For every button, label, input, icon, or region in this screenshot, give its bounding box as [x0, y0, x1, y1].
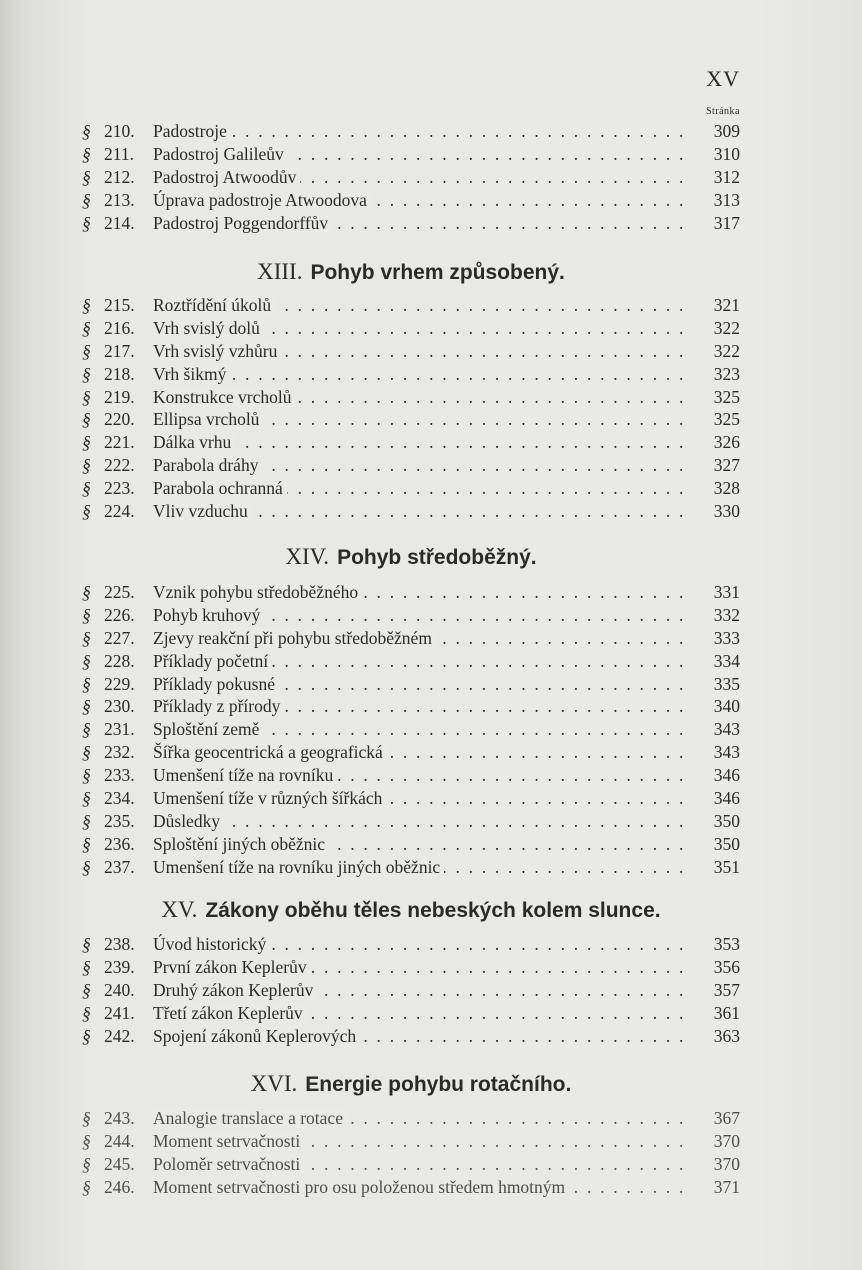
chapter-section [82, 252, 740, 523]
entry-title: Příklady pokusné [153, 674, 279, 694]
entry-leader [153, 317, 688, 340]
chapter-heading [82, 890, 740, 930]
toc-entry [82, 143, 740, 166]
entry-number: 239. [104, 956, 135, 977]
chapter-section [82, 537, 740, 879]
entry-page: 323 [713, 363, 740, 384]
toc-entry [82, 787, 740, 810]
entry-leader [153, 933, 688, 956]
entry-leader [153, 718, 688, 741]
entry-title: Ellipsa vrcholů [153, 409, 263, 429]
toc-entry [82, 166, 740, 189]
entry-list [82, 294, 740, 523]
toc-entry [82, 189, 740, 212]
toc-entry [82, 673, 740, 696]
toc-entry [82, 650, 740, 673]
section-symbol: § [82, 121, 91, 141]
entry-leader [153, 363, 688, 386]
section-symbol: § [82, 833, 91, 854]
toc-entry [82, 627, 740, 650]
toc-entry [82, 1002, 740, 1025]
section-symbol: § [82, 409, 91, 430]
toc-entry [82, 1025, 740, 1048]
entry-page: 370 [713, 1153, 740, 1174]
section-symbol: § [82, 386, 91, 407]
entry-number: 230. [104, 696, 135, 717]
entry-title: Moment setrvačnosti pro osu položenou středem hmotným [153, 1177, 569, 1197]
toc-entry [82, 718, 740, 741]
entry-leader [153, 189, 688, 212]
entry-title: Vrh svislý vzhůru [153, 341, 281, 361]
entry-title: Dálka vrhu [153, 432, 235, 452]
entry-title: Parabola dráhy [153, 455, 262, 475]
chapter-section [82, 1064, 740, 1199]
entry-leader [153, 741, 688, 764]
entry-leader [153, 787, 688, 810]
section-symbol: § [82, 582, 91, 602]
entry-page: 343 [713, 719, 740, 740]
section-symbol: § [82, 979, 91, 1000]
entry-leader [153, 650, 688, 673]
entry-page: 346 [713, 788, 740, 809]
entry-number: 211. [104, 143, 134, 164]
entry-number: 238. [104, 934, 135, 954]
entry-title: Vliv vzduchu [153, 501, 252, 521]
entry-leader [153, 408, 688, 431]
toc-entry [82, 581, 740, 604]
chapter-number: XIV. [285, 544, 330, 569]
section-symbol: § [82, 455, 91, 476]
toc-entry [82, 979, 740, 1002]
entry-page: 328 [713, 478, 740, 499]
entry-number: 232. [104, 742, 135, 763]
toc-entry [82, 956, 740, 979]
chapter-section [82, 120, 740, 234]
entry-title: Příklady početní [153, 651, 272, 671]
entry-leader [153, 956, 688, 979]
chapter-heading [82, 1064, 740, 1104]
entry-number: 213. [104, 189, 135, 210]
toc-entry [82, 477, 740, 500]
entry-page: 335 [713, 673, 740, 694]
toc-entry [82, 764, 740, 787]
entry-list [82, 581, 740, 879]
entry-title: Sploštění jiných oběžnic [153, 834, 329, 854]
entry-title: Vznik pohybu středoběžného [153, 582, 362, 602]
section-symbol: § [82, 340, 91, 361]
toc-entry [82, 431, 740, 454]
entry-number: 240. [104, 979, 135, 1000]
entry-title: Úvod historický [153, 934, 270, 954]
toc-entry [82, 386, 740, 409]
entry-number: 224. [104, 501, 135, 522]
entry-leader [153, 604, 688, 627]
entry-number: 215. [104, 295, 135, 315]
section-symbol: § [82, 143, 91, 164]
entry-title: Padostroje [153, 121, 231, 141]
entry-page: 367 [713, 1108, 740, 1128]
entry-page: 370 [713, 1130, 740, 1151]
section-symbol: § [82, 1176, 91, 1197]
toc-entry [82, 604, 740, 627]
entry-page: 322 [713, 340, 740, 361]
entry-title: Umenšení tíže na rovníku jiných oběžnic [153, 857, 444, 877]
section-symbol: § [82, 1130, 91, 1151]
entry-page: 340 [713, 696, 740, 717]
entry-number: 235. [104, 810, 135, 831]
entry-leader [153, 120, 688, 143]
entry-page: 310 [713, 143, 740, 164]
entry-title: Konstrukce vrcholů [153, 387, 296, 407]
toc-entry [82, 317, 740, 340]
entry-title: Úprava padostroje Atwoodova [153, 190, 371, 210]
section-symbol: § [82, 650, 91, 671]
entry-page: 332 [713, 604, 740, 625]
toc-entry [82, 1153, 740, 1176]
section-symbol: § [82, 604, 91, 625]
section-symbol: § [82, 1108, 91, 1128]
entry-number: 219. [104, 386, 135, 407]
entry-page: 313 [713, 189, 740, 210]
entry-page: 326 [713, 432, 740, 453]
entry-number: 212. [104, 166, 135, 187]
entry-leader [153, 1107, 688, 1130]
entry-leader [153, 294, 688, 317]
entry-number: 246. [104, 1176, 135, 1197]
entry-leader [153, 673, 688, 696]
toc-entry [82, 856, 740, 879]
entry-title: Vrh svislý dolů [153, 318, 264, 338]
entry-leader [153, 212, 688, 235]
chapter-number: XV. [161, 897, 198, 922]
chapter-title: Pohyb středoběžný. [337, 546, 537, 569]
entry-number: 222. [104, 455, 135, 476]
entry-leader [153, 627, 688, 650]
entry-title: Třetí zákon Keplerův [153, 1003, 307, 1023]
entry-number: 229. [104, 673, 135, 694]
toc-entry [82, 1130, 740, 1153]
toc-entry [82, 810, 740, 833]
entry-number: 243. [104, 1108, 135, 1128]
entry-page: 331 [713, 582, 740, 602]
entry-page: 321 [713, 295, 740, 315]
entry-leader [153, 979, 688, 1002]
entry-leader [153, 454, 688, 477]
entry-page: 357 [713, 979, 740, 1000]
entry-number: 225. [104, 582, 135, 602]
entry-leader [153, 386, 688, 409]
entry-title: Umenšení tíže na rovníku [153, 765, 337, 785]
entry-page: 317 [713, 212, 740, 233]
section-symbol: § [82, 212, 91, 233]
entry-page: 312 [713, 166, 740, 187]
entry-title: Šířka geocentrická a geografická [153, 742, 387, 762]
entry-number: 227. [104, 627, 135, 648]
chapter-section [82, 890, 740, 1047]
section-symbol: § [82, 719, 91, 740]
chapter-heading [82, 252, 740, 292]
entry-title: Roztřídění úkolů [153, 295, 275, 315]
entry-leader [153, 1025, 688, 1048]
entry-title: Druhý zákon Keplerův [153, 980, 317, 1000]
entry-number: 244. [104, 1130, 135, 1151]
toc-entry [82, 1107, 740, 1130]
entry-number: 217. [104, 340, 135, 361]
section-symbol: § [82, 1153, 91, 1174]
section-symbol: § [82, 856, 91, 877]
entry-title: Důsledky [153, 811, 224, 831]
entry-list [82, 1107, 740, 1199]
toc-entry [82, 294, 740, 317]
entry-leader [153, 143, 688, 166]
entry-leader [153, 1130, 688, 1153]
entry-leader [153, 833, 688, 856]
section-symbol: § [82, 673, 91, 694]
chapter-title: Pohyb vrhem způsobený. [310, 261, 565, 284]
section-symbol: § [82, 627, 91, 648]
entry-page: 351 [713, 856, 740, 877]
entry-number: 231. [104, 719, 135, 740]
entry-page: 371 [713, 1176, 740, 1197]
entry-page: 350 [713, 833, 740, 854]
entry-list [82, 933, 740, 1047]
entry-number: 245. [104, 1153, 135, 1174]
entry-page: 363 [713, 1025, 740, 1046]
entry-leader [153, 764, 688, 787]
entry-page: 356 [713, 956, 740, 977]
entry-number: 216. [104, 317, 135, 338]
entry-number: 218. [104, 363, 135, 384]
section-symbol: § [82, 317, 91, 338]
toc-entry [82, 454, 740, 477]
chapter-title: Zákony oběhu těles nebeských kolem slunce. [205, 899, 661, 922]
entry-page: 361 [713, 1002, 740, 1023]
entry-title: Poloměr setrvačnosti [153, 1154, 304, 1174]
entry-number: 233. [104, 765, 135, 786]
entry-title: Sploštění země [153, 719, 263, 739]
chapter-number: XIII. [257, 259, 303, 284]
entry-title: Spojení zákonů Keplerových [153, 1026, 360, 1046]
toc-entry [82, 933, 740, 956]
entry-title: Umenšení tíže v různých šířkách [153, 788, 386, 808]
entry-page: 322 [713, 317, 740, 338]
entry-number: 237. [104, 856, 135, 877]
section-symbol: § [82, 934, 91, 954]
toc-entry [82, 1176, 740, 1199]
entry-page: 325 [713, 386, 740, 407]
entry-page: 350 [713, 810, 740, 831]
entry-number: 241. [104, 1002, 135, 1023]
entry-leader [153, 581, 688, 604]
entry-title: Analogie translace a rotace [153, 1108, 347, 1128]
entry-title: Vrh šikmý [153, 364, 230, 384]
section-symbol: § [82, 295, 91, 315]
entry-leader [153, 500, 688, 523]
section-symbol: § [82, 363, 91, 384]
entry-number: 210. [104, 121, 135, 141]
entry-page: 334 [713, 650, 740, 671]
entry-leader [153, 166, 688, 189]
entry-list [82, 120, 740, 234]
entry-leader [153, 1153, 688, 1176]
toc-entry [82, 340, 740, 363]
toc-entry [82, 363, 740, 386]
entry-page: 343 [713, 742, 740, 763]
entry-title: Padostroj Poggendorffův [153, 213, 332, 233]
entry-title: Příklady z přírody [153, 696, 284, 716]
entry-leader [153, 695, 688, 718]
toc-entry [82, 695, 740, 718]
toc-entry [82, 500, 740, 523]
chapter-number: XVI. [250, 1071, 298, 1096]
section-symbol: § [82, 189, 91, 210]
entry-page: 309 [713, 121, 740, 141]
section-symbol: § [82, 478, 91, 499]
entry-page: 330 [713, 501, 740, 522]
section-symbol: § [82, 956, 91, 977]
entry-leader [153, 477, 688, 500]
entry-number: 223. [104, 478, 135, 499]
toc-entry [82, 120, 740, 143]
section-symbol: § [82, 501, 91, 522]
entry-number: 214. [104, 212, 135, 233]
entry-leader [153, 1176, 688, 1199]
entry-leader [153, 856, 688, 879]
entry-page: 333 [713, 627, 740, 648]
chapter-heading [82, 537, 740, 577]
entry-page: 353 [713, 934, 740, 954]
section-symbol: § [82, 1025, 91, 1046]
section-symbol: § [82, 765, 91, 786]
section-symbol: § [82, 810, 91, 831]
section-symbol: § [82, 742, 91, 763]
entry-leader [153, 810, 688, 833]
toc-entry [82, 741, 740, 764]
entry-page: 327 [713, 455, 740, 476]
toc-entry [82, 212, 740, 235]
entry-title: Moment setrvačnosti [153, 1131, 304, 1151]
section-symbol: § [82, 432, 91, 453]
entry-title: Pohyb kruhový [153, 605, 264, 625]
entry-title: Zjevy reakční při pohybu středoběžném [153, 628, 436, 648]
toc-entry [82, 408, 740, 431]
entry-leader [153, 340, 688, 363]
entry-title: Padostroj Galileův [153, 144, 288, 164]
entry-title: Parabola ochranná [153, 478, 287, 498]
entry-page: 346 [713, 765, 740, 786]
entry-number: 220. [104, 409, 135, 430]
section-symbol: § [82, 788, 91, 809]
section-symbol: § [82, 696, 91, 717]
entry-number: 221. [104, 432, 135, 453]
page-number: XV [706, 66, 740, 91]
section-symbol: § [82, 166, 91, 187]
chapter-title: Energie pohybu rotačního. [305, 1073, 572, 1096]
entry-title: První zákon Keplerův [153, 957, 311, 977]
entry-number: 242. [104, 1025, 135, 1046]
page-column-label: Stránka [705, 106, 740, 117]
entry-number: 226. [104, 604, 135, 625]
entry-leader [153, 431, 688, 454]
section-symbol: § [82, 1002, 91, 1023]
entry-page: 325 [713, 409, 740, 430]
toc-entry [82, 833, 740, 856]
entry-leader [153, 1002, 688, 1025]
entry-number: 234. [104, 788, 135, 809]
entry-title: Padostroj Atwoodův [153, 167, 300, 187]
entry-number: 228. [104, 650, 135, 671]
entry-number: 236. [104, 833, 135, 854]
